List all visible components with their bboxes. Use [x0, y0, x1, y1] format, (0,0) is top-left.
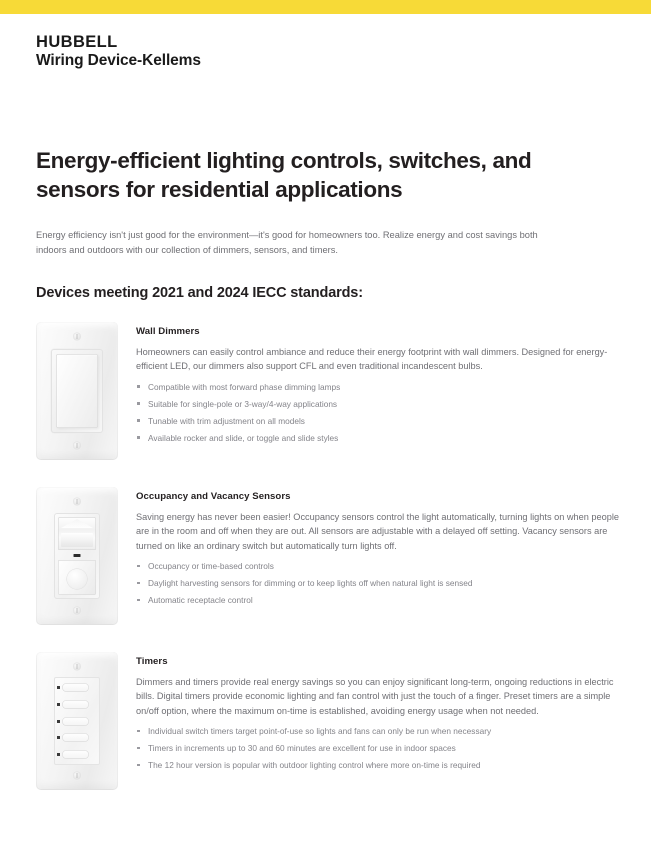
list-item-label: Timers in increments up to 30 and 60 minutes are excellent for use in indoor spaces: [148, 743, 456, 754]
list-item-label: Suitable for single-pole or 3-way/4-way applications: [148, 398, 338, 409]
product-feature-list: [136, 381, 621, 444]
list-item-label: Compatible with most forward phase dimming lamps: [148, 381, 341, 392]
occupancy-sensor-faceplate-image: [36, 487, 118, 625]
timer-key-button: [62, 700, 89, 709]
timer-faceplate-image: [36, 652, 118, 790]
product-description: Dimmers and timers provide real energy savings so you can enjoy significant long-term, ongoing reductions in electric bills. Digital timers provide economic lighting and fan control with just the touch of a finger. Preset timers are a simple on/off option, where the maximum on-time is established, avoiding energy usage when not needed.: [136, 677, 614, 716]
product-title: Timers: [136, 656, 168, 667]
list-item: [136, 381, 621, 393]
product-item-wall-dimmers: [0, 322, 651, 460]
timer-key-row: [57, 715, 97, 728]
dimmer-rocker-frame: [51, 349, 103, 433]
list-item: [136, 742, 621, 754]
led-icon: [57, 736, 60, 739]
timer-key-button: [62, 717, 89, 726]
bullet-icon: [137, 385, 140, 388]
list-item: [136, 594, 621, 606]
product-text-block: [136, 322, 621, 449]
list-item: [136, 759, 621, 771]
product-description: Homeowners can easily control ambiance and reduce their energy footprint with wall dimmers. Designed for energy-efficient LED, our dimmers also support CFL and even traditional incandescent bulbs.: [136, 347, 608, 372]
product-feature-list: [136, 560, 621, 606]
led-icon: [57, 703, 60, 706]
product-description: Saving energy has never been easier! Occupancy sensors control the light automatically, turning lights on when people are in the room and off when they are out. All sensors are adjustable with a delayed off setting. Vacancy sensors are turned on like an ordinary switch but automatically turn lights off.: [136, 512, 619, 551]
screw-icon: [74, 498, 81, 505]
list-item: [136, 398, 621, 410]
screw-icon: [74, 607, 81, 614]
faceplate: [36, 322, 118, 460]
bullet-icon: [137, 599, 140, 602]
timer-keypad: [54, 677, 100, 765]
led-icon: [57, 686, 60, 689]
top-accent-band: [0, 0, 651, 14]
sensor-body: [54, 513, 100, 599]
page-subtitle: Energy efficiency isn't just good for the environment—it's good for homeowners too. Realize energy and cost savings both indoors and outdoors with our collection of dimmers, sensors, and timers.: [36, 229, 538, 255]
sensor-push-button: [58, 560, 96, 595]
list-item-label: Automatic receptacle control: [148, 595, 253, 606]
screw-icon: [74, 333, 81, 340]
list-item-label: Occupancy or time-based controls: [148, 561, 274, 572]
product-text-block: [136, 652, 621, 776]
product-item-timers: [0, 652, 651, 790]
timer-key-button: [62, 750, 89, 759]
faceplate: [36, 652, 118, 790]
faceplate: [36, 487, 118, 625]
wall-dimmer-faceplate-image: [36, 322, 118, 460]
bullet-icon: [137, 582, 140, 585]
timer-key-button: [62, 733, 89, 742]
product-title: Occupancy and Vacancy Sensors: [136, 491, 291, 502]
section-heading: Devices meeting 2021 and 2024 IECC standards:: [36, 285, 363, 301]
screw-icon: [74, 663, 81, 670]
timer-key-row: [57, 748, 97, 761]
bullet-icon: [137, 419, 140, 422]
product-list: [0, 322, 651, 817]
timer-key-row: [57, 681, 97, 694]
list-item: [136, 560, 621, 572]
bullet-icon: [137, 436, 140, 439]
list-item-label: Individual switch timers target point-of-use so lights and fans can only be run when necessary: [148, 726, 492, 737]
hubbell-logo: [36, 34, 201, 70]
timer-key-row: [57, 698, 97, 711]
product-item-occupancy-sensors: [0, 487, 651, 625]
bullet-icon: [137, 402, 140, 405]
list-item-label: Daylight harvesting sensors for dimming or to keep lights off when natural light is sensed: [148, 578, 473, 589]
screw-icon: [74, 772, 81, 779]
bullet-icon: [137, 730, 140, 733]
hero-block: [36, 147, 611, 258]
product-text-block: [136, 487, 621, 611]
timer-key-row: [57, 731, 97, 744]
bullet-icon: [137, 565, 140, 568]
bullet-icon: [137, 764, 140, 767]
timer-key-button: [62, 683, 89, 692]
list-item: [136, 415, 621, 427]
led-icon: [57, 753, 60, 756]
list-item: [136, 432, 621, 444]
product-feature-list: [136, 725, 621, 771]
led-icon: [57, 720, 60, 723]
screw-icon: [74, 442, 81, 449]
list-item: [136, 577, 621, 589]
logo-brand-name: HUBBELL: [36, 33, 118, 51]
dimmer-rocker-paddle: [56, 354, 98, 428]
sensor-lens-icon: [58, 517, 96, 550]
list-item-label: Tunable with trim adjustment on all models: [148, 415, 305, 426]
list-item-label: Available rocker and slide, or toggle and slide styles: [148, 432, 339, 443]
sensor-led-indicator: [74, 554, 81, 557]
list-item-label: The 12 hour version is popular with outdoor lighting control where more on-time is required: [148, 760, 481, 771]
product-title: Wall Dimmers: [136, 326, 200, 337]
bullet-icon: [137, 747, 140, 750]
list-item: [136, 725, 621, 737]
logo-division-name: Wiring Device-Kellems: [36, 51, 201, 69]
page-title: Energy-efficient lighting controls, switches, and sensors for residential applications: [36, 148, 532, 202]
